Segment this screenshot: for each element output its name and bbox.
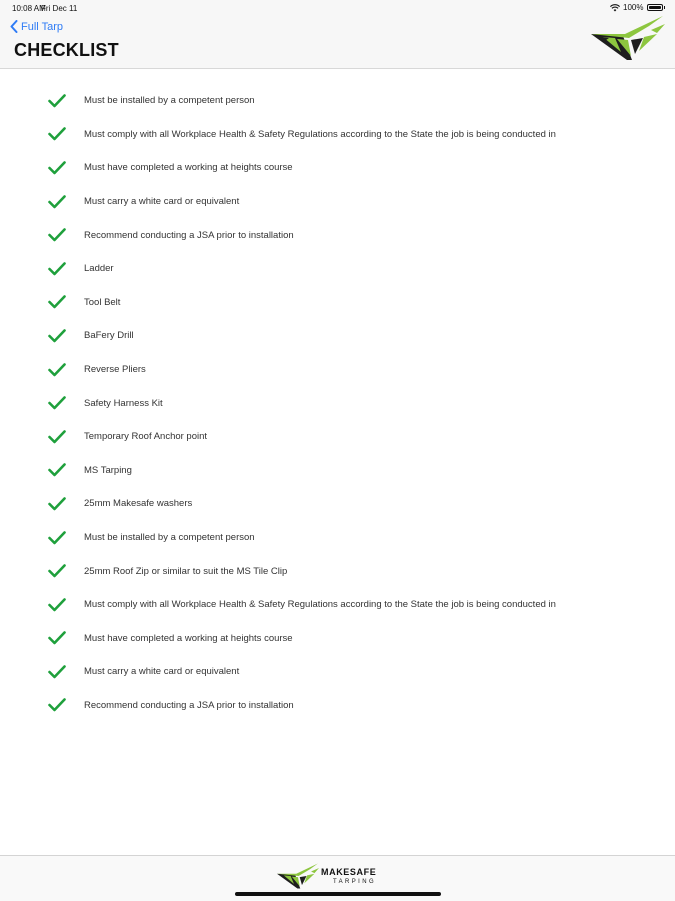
makesafe-logo — [591, 16, 665, 60]
checkmark-icon — [48, 295, 66, 309]
checkmark-icon — [48, 598, 66, 612]
back-label: Full Tarp — [21, 20, 63, 33]
list-item-label: BaFery Drill — [84, 330, 134, 342]
checkmark-icon — [48, 463, 66, 477]
list-item-label: Ladder — [84, 263, 114, 275]
checkmark-icon — [48, 262, 66, 276]
list-item — [0, 218, 675, 252]
brand-tagline: TARPING — [333, 878, 377, 885]
list-item — [0, 286, 675, 320]
list-item — [0, 420, 675, 454]
list-item-label: Recommend conducting a JSA prior to installation — [84, 699, 294, 711]
list-item — [0, 84, 675, 118]
list-item — [0, 487, 675, 521]
list-item-label: Must carry a white card or equivalent — [84, 666, 240, 678]
list-item-label: Must carry a white card or equivalent — [84, 196, 240, 208]
checkmark-icon — [48, 430, 66, 444]
list-item — [0, 118, 675, 152]
footer-brand — [321, 868, 376, 885]
footer-logo — [277, 863, 376, 889]
list-item-label: 25mm Makesafe washers — [84, 498, 193, 510]
checkmark-icon — [48, 329, 66, 343]
navigation-bar — [0, 0, 675, 69]
list-item — [0, 252, 675, 286]
list-item — [0, 319, 675, 353]
list-item-label: Must comply with all Workplace Health & Safety Regulations according to the State the job is being conducted in — [84, 599, 556, 611]
checkmark-icon — [48, 698, 66, 712]
status-bar — [0, 0, 675, 16]
list-item-label: Recommend conducting a JSA prior to installation — [84, 229, 294, 241]
checkmark-icon — [48, 665, 66, 679]
battery-icon — [647, 4, 663, 11]
checkmark-icon — [48, 94, 66, 108]
checkmark-icon — [48, 228, 66, 242]
checkmark-icon — [48, 363, 66, 377]
brand-name: MAKESAFE — [321, 866, 377, 877]
battery-percent: 100% — [623, 3, 644, 12]
list-item — [0, 185, 675, 219]
checkmark-icon — [48, 497, 66, 511]
list-item-label: Reverse Pliers — [84, 364, 146, 376]
list-item — [0, 689, 675, 723]
home-indicator[interactable] — [235, 892, 441, 896]
battery-tip — [664, 6, 666, 9]
checkmark-icon — [48, 161, 66, 175]
list-item-label: Safety Harness Kit — [84, 397, 163, 409]
list-item-label: Tool Belt — [84, 296, 121, 308]
list-item — [0, 554, 675, 588]
list-item-label: Temporary Roof Anchor point — [84, 431, 208, 443]
status-right — [610, 3, 665, 12]
list-item — [0, 353, 675, 387]
checkmark-icon — [48, 195, 66, 209]
list-item-label: MS Tarping — [84, 464, 132, 476]
checkmark-icon — [48, 127, 66, 141]
list-item-label: Must have completed a working at heights course — [84, 162, 293, 174]
checkmark-icon — [48, 396, 66, 410]
list-item-label: Must be installed by a competent person — [84, 95, 255, 107]
makesafe-logo-icon — [277, 863, 319, 889]
list-item — [0, 655, 675, 689]
status-time: 10:08 AM — [12, 4, 46, 13]
list-item — [0, 454, 675, 488]
list-item — [0, 588, 675, 622]
list-item — [0, 386, 675, 420]
status-date: Fri Dec 11 — [41, 4, 78, 13]
list-item — [0, 151, 675, 185]
checkmark-icon — [48, 564, 66, 578]
list-item-label: 25mm Roof Zip or similar to suit the MS Tile Clip — [84, 565, 288, 577]
list-item-label: Must comply with all Workplace Health & Safety Regulations according to the State the job is being conducted in — [84, 128, 556, 140]
list-item — [0, 521, 675, 555]
list-item — [0, 622, 675, 656]
list-item-label: Must have completed a working at heights course — [84, 632, 293, 644]
wifi-icon — [610, 4, 620, 12]
list-item-label: Must be installed by a competent person — [84, 532, 255, 544]
checkmark-icon — [48, 531, 66, 545]
back-button[interactable] — [10, 20, 63, 33]
checklist — [0, 84, 675, 722]
chevron-left-icon — [10, 20, 18, 33]
checkmark-icon — [48, 631, 66, 645]
page-title: CHECKLIST — [14, 40, 119, 60]
